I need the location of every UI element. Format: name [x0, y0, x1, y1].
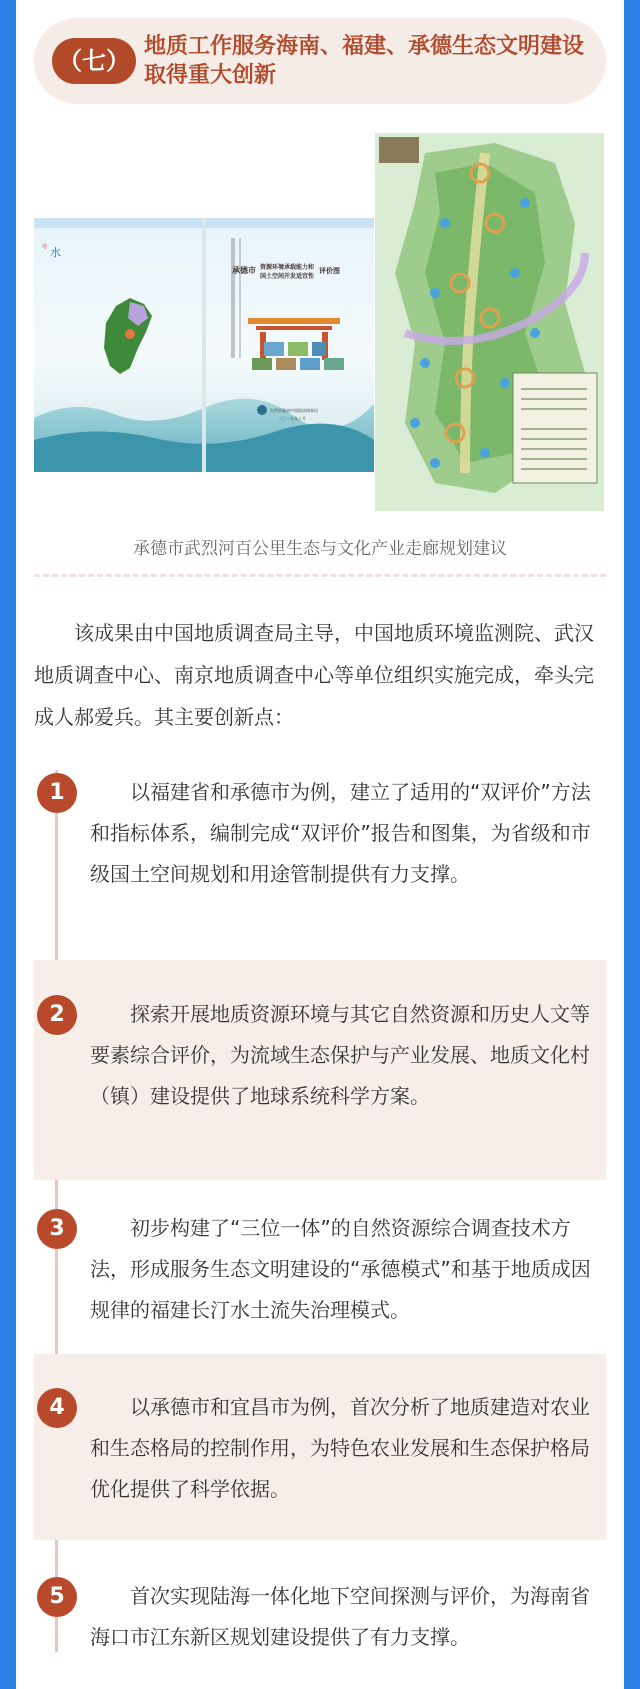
list-item: 探索开展地质资源环境与其它自然资源和历史人文等要素综合评价，为流域生态保护与产业发展、地质文化村（镇）建设提供了地球系统科学方案。: [90, 1002, 590, 1108]
svg-text:国土空间开发适宜性: 国土空间开发适宜性: [260, 273, 315, 280]
item-number-badge: 1: [37, 773, 77, 813]
svg-text:资源环境承载能力和: 资源环境承载能力和: [260, 264, 315, 271]
svg-text:水: 水: [50, 246, 61, 259]
section-title: 地质工作服务海南、福建、承德生态文明建设取得重大创新: [144, 33, 585, 88]
item-number-badge: 2: [37, 995, 77, 1035]
item-number-badge: 3: [37, 1209, 77, 1249]
section-number-badge: （七）: [52, 38, 136, 84]
book-cover-image: [34, 218, 374, 472]
intro-paragraph: 该成果由中国地质调查局主导，中国地质环境监测院、武汉地质调查中心、南京地质调查中心等单位组织实施完成，牵头完成人郝爱兵。其主要创新点：: [34, 621, 594, 729]
item-number-badge: 4: [37, 1388, 77, 1428]
list-item: 以福建省和承德市为例，建立了适用的“双评价”方法和指标体系，编制完成“双评价”报告和图集，为省级和市级国土空间规划和用途管制提供有力支撑。: [90, 780, 591, 886]
list-item: 首次实现陆海一体化地下空间探测与评价，为海南省海口市江东新区规划建设提供了有力支撑。: [90, 1584, 590, 1649]
svg-text:二〇一九年十月: 二〇一九年十月: [278, 416, 306, 421]
svg-text:地: 地: [42, 244, 48, 250]
list-item: 初步构建了“三位一体”的自然资源综合调查技术方法，形成服务生态文明建设的“承德模式”和基于地质成因规律的福建长汀水土流失治理模式。: [90, 1216, 591, 1322]
svg-text:承德市: 承德市: [232, 265, 256, 275]
divider: [34, 574, 606, 577]
section-header: [34, 18, 606, 104]
article-page: [16, 0, 624, 1689]
svg-text:评价图: 评价图: [319, 266, 340, 275]
svg-text:自然资源部中国地质调查局: 自然资源部中国地质调查局: [270, 408, 318, 413]
planning-map-image: [375, 133, 604, 511]
figure-caption: 承德市武烈河百公里生态与文化产业走廊规划建议: [133, 539, 507, 559]
list-item: 以承德市和宜昌市为例，首次分析了地质建造对农业和生态格局的控制作用，为特色农业发展和生态保护格局优化提供了科学依据。: [90, 1395, 590, 1501]
item-number-badge: 5: [37, 1577, 77, 1617]
